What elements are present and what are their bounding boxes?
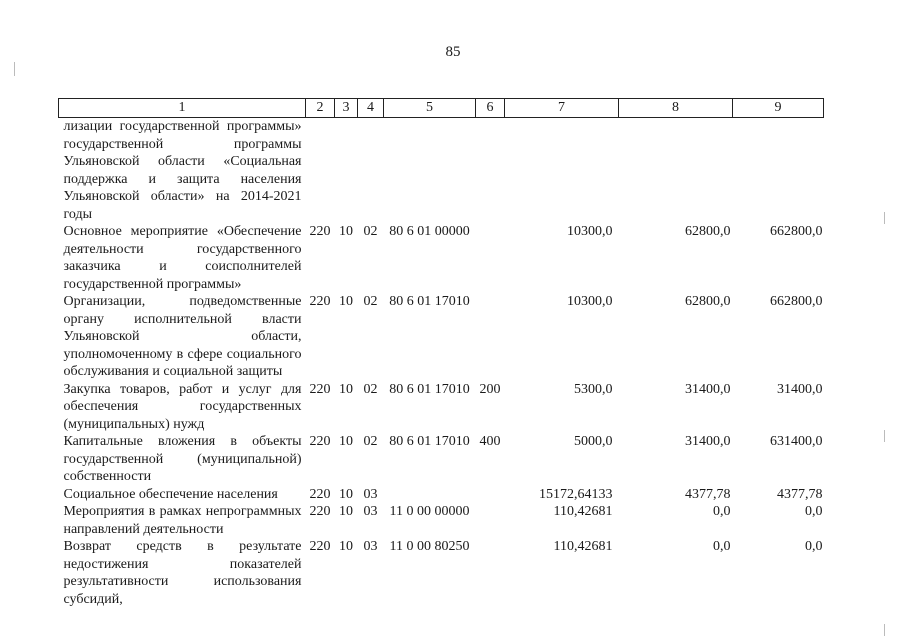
budget-table [58, 98, 824, 608]
column-number: 8 [619, 99, 733, 118]
amount-cell: 31400,0 [685, 434, 731, 449]
code-cell: 220 [309, 294, 331, 309]
code-cell [476, 486, 505, 504]
amount-cell: 5300,0 [574, 381, 613, 397]
amount-cell: 4377,78 [777, 486, 823, 502]
table-row [59, 223, 824, 293]
table-row [59, 486, 824, 504]
code-cell [335, 118, 358, 224]
row-name: Капитальные вложения в объекты государственной (муниципальной) собственности [63, 434, 302, 484]
amount-cell: 662800,0 [770, 294, 823, 309]
row-name: Основное мероприятие «Обеспечение деятельности государственного заказчика и соисполнителей государственной программы» [63, 224, 302, 292]
column-number: 2 [306, 99, 335, 118]
table-row [59, 293, 824, 381]
scan-edge-mark [884, 624, 885, 636]
code-cell: 220 [309, 381, 331, 397]
table-row [59, 503, 824, 538]
code-cell: 11 0 00 00000 [389, 504, 470, 519]
scan-edge-mark [884, 430, 885, 442]
code-cell: 80 6 01 17010 [389, 381, 470, 397]
amount-cell: 10300,0 [567, 294, 613, 309]
code-cell [384, 486, 476, 504]
scan-edge-mark [884, 212, 885, 224]
code-cell: 220 [309, 224, 331, 239]
row-name: Организации, подведомственные органу исполнительной власти Ульяновской области, уполномоченному в сфере социального обслуживания и социальной защиты [63, 294, 302, 379]
code-cell: 03 [363, 539, 378, 554]
row-name: лизации государственной программы» государственной программы Ульяновской области «Социальная поддержка и защита населения Ульяновской области» на 2014-2021 годы [63, 119, 302, 222]
row-name: Возврат средств в результате недостижения показателей результативности использования субсидий, [63, 539, 302, 607]
table-row [59, 118, 824, 224]
code-cell: 220 [309, 504, 331, 519]
code-cell: 80 6 01 00000 [389, 224, 470, 239]
code-cell [476, 293, 505, 381]
page-number: 85 [445, 44, 461, 60]
code-cell: 10 [339, 504, 353, 519]
code-cell: 02 [363, 434, 378, 449]
column-number: 9 [733, 99, 824, 118]
column-number: 5 [384, 99, 476, 118]
code-cell: 10 [339, 224, 353, 239]
code-cell: 220 [309, 539, 331, 554]
column-number: 7 [505, 99, 619, 118]
row-name: Закупка товаров, работ и услуг для обеспечения государственных (муниципальных) нужд [63, 381, 302, 432]
amount-cell: 62800,0 [685, 294, 731, 309]
code-cell [384, 118, 476, 224]
code-cell [476, 118, 505, 224]
column-number: 4 [358, 99, 384, 118]
scan-edge-mark [14, 62, 15, 76]
code-cell: 220 [309, 486, 331, 502]
amount-cell: 4377,78 [685, 486, 731, 502]
amount-cell: 62800,0 [685, 224, 731, 239]
amount-cell [505, 118, 619, 224]
amount-cell: 0,0 [713, 539, 731, 554]
code-cell: 10 [339, 434, 353, 449]
code-cell: 80 6 01 17010 [389, 434, 470, 449]
code-cell: 200 [479, 381, 501, 397]
amount-cell: 0,0 [713, 504, 731, 519]
code-cell: 10 [339, 381, 353, 397]
amount-cell: 110,42681 [553, 539, 613, 554]
table-row [59, 433, 824, 486]
amount-cell: 31400,0 [777, 381, 823, 397]
code-cell [358, 118, 384, 224]
code-cell: 400 [479, 434, 501, 449]
column-number: 6 [476, 99, 505, 118]
amount-cell: 631400,0 [770, 434, 823, 449]
amount-cell [733, 118, 824, 224]
table-row [59, 538, 824, 608]
amount-cell: 662800,0 [770, 224, 823, 239]
column-number: 1 [59, 99, 306, 118]
amount-cell: 5000,0 [574, 434, 613, 449]
code-cell: 10 [339, 486, 353, 502]
amount-cell: 0,0 [805, 539, 823, 554]
amount-cell: 31400,0 [685, 381, 731, 397]
code-cell: 220 [309, 434, 331, 449]
code-cell: 02 [363, 381, 378, 397]
amount-cell [619, 118, 733, 224]
code-cell [476, 503, 505, 538]
code-cell [476, 223, 505, 293]
code-cell [306, 118, 335, 224]
amount-cell: 110,42681 [553, 504, 613, 519]
row-name: Мероприятия в рамках непрограммных направлений деятельности [63, 504, 302, 537]
code-cell: 02 [363, 294, 378, 309]
code-cell: 10 [339, 294, 353, 309]
table-header [59, 99, 824, 118]
code-cell: 11 0 00 80250 [389, 539, 470, 554]
code-cell: 03 [363, 504, 378, 519]
column-number: 3 [335, 99, 358, 118]
code-cell: 02 [363, 224, 378, 239]
code-cell: 03 [363, 486, 378, 502]
column-number-row [59, 99, 824, 118]
amount-cell: 0,0 [805, 504, 823, 519]
row-name: Социальное обеспечение населения [63, 486, 278, 502]
code-cell: 80 6 01 17010 [389, 294, 470, 309]
amount-cell: 15172,64133 [539, 486, 613, 502]
code-cell: 10 [339, 539, 353, 554]
table-row [59, 381, 824, 434]
code-cell [476, 538, 505, 608]
amount-cell: 10300,0 [567, 224, 613, 239]
